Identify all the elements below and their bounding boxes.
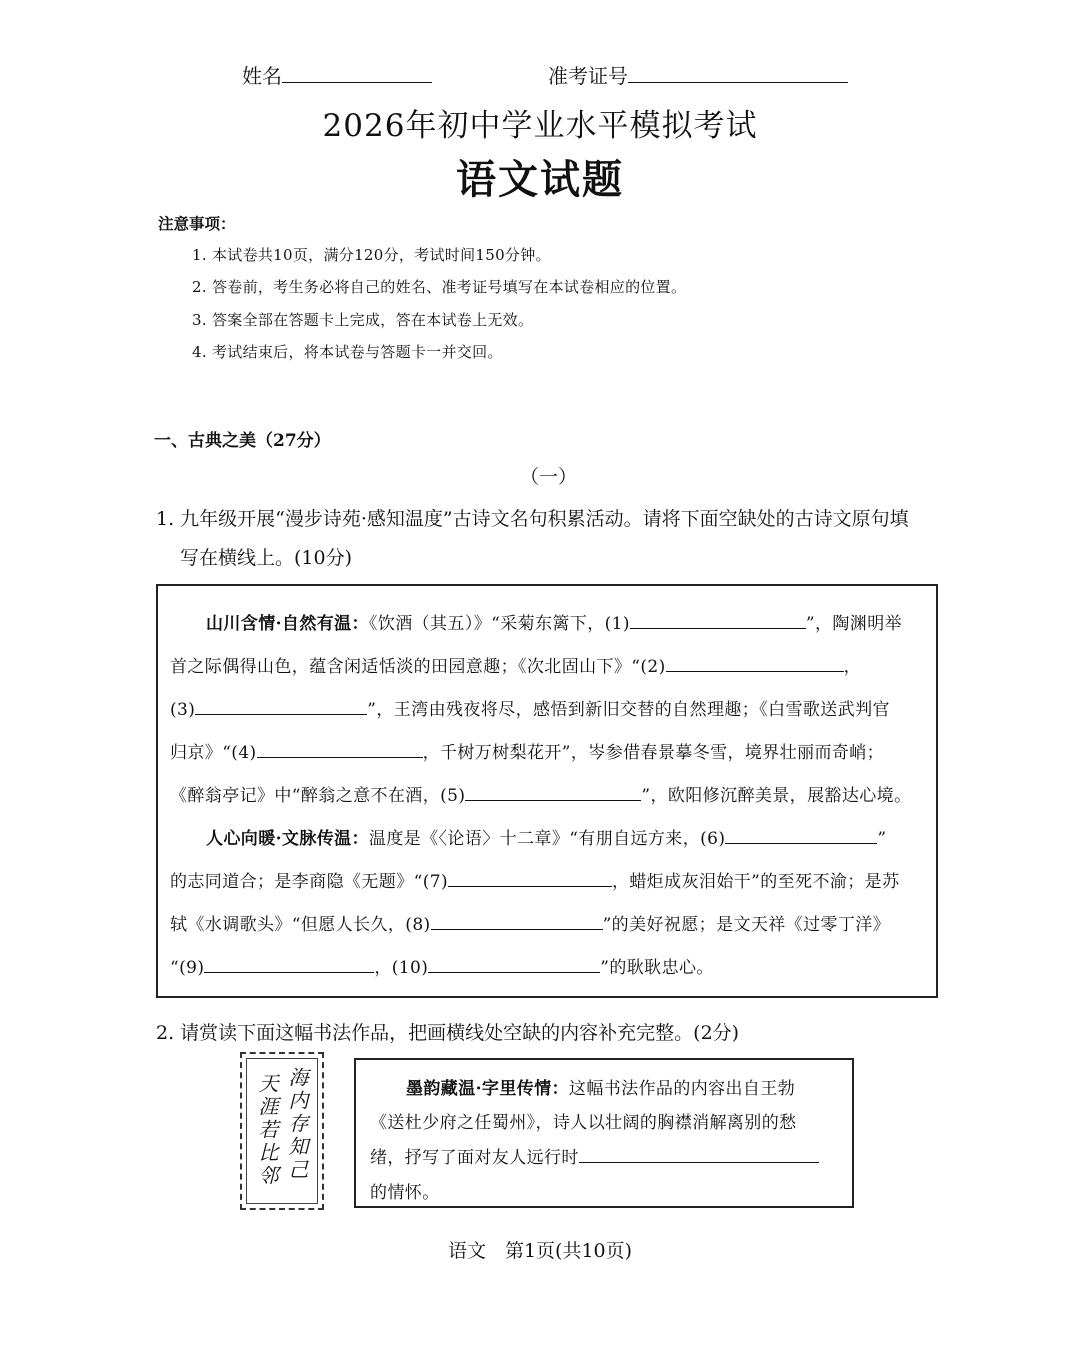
name-field[interactable] — [242, 60, 432, 89]
row-text: “(9) — [170, 958, 205, 978]
theme-heading: 墨韵藏温·字里传情： — [406, 1079, 569, 1099]
row-text: ”，陶渊明举 — [805, 614, 902, 634]
notice-item: 4. 考试结束后，将本试卷与答题卡一并交回。 — [192, 343, 503, 361]
part-label: （一） — [520, 466, 578, 488]
theme-heading: 山川含情·自然有温： — [206, 614, 369, 634]
row-text: 温度是《〈论语〉十二章》“有朋自远方来，(6) — [368, 829, 726, 849]
box-row — [406, 1074, 795, 1099]
answer-blank-4[interactable] — [257, 740, 423, 758]
row-text: ”的美好祝愿；是文天祥《过零丁洋》 — [602, 915, 891, 935]
notice-item: 1. 本试卷共10页，满分120分，考试时间150分钟。 — [192, 246, 551, 264]
box-row — [170, 652, 861, 677]
box-row — [206, 609, 902, 634]
subject-title: 语文试题 — [456, 156, 624, 203]
notice-item: 3. 答案全部在答题卡上完成，答在本试卷上无效。 — [192, 311, 534, 329]
answer-blank-2[interactable] — [666, 654, 844, 672]
box-row: 《送杜少府之任蜀州》，诗人以壮阔的胸襟消解离别的愁 — [370, 1113, 797, 1133]
calligraphy-column-left: 天涯若比邻 — [255, 1073, 279, 1188]
question-1-text: 1. 九年级开展“漫步诗苑·感知温度”古诗文名句积累活动。请将下面空缺处的古诗文原句填 — [156, 508, 909, 530]
name-label: 姓名 — [242, 64, 282, 88]
notice-heading: 注意事项： — [158, 214, 236, 233]
question-1-box — [156, 584, 938, 998]
calligraphy-artwork — [240, 1052, 324, 1210]
theme-heading: 人心向暖·文脉传温： — [206, 829, 369, 849]
row-text: 归京》“(4) — [170, 743, 257, 763]
calligraphy-column-right: 海内存知己 — [285, 1067, 309, 1182]
row-text: ， — [843, 657, 862, 677]
row-text: 的志同道合；是李商隐《无题》“(7) — [170, 872, 448, 892]
row-text: (3) — [170, 700, 196, 720]
row-text: 首之际偶得山色，蕴含闲适恬淡的田园意趣；《次北固山下》“(2) — [170, 657, 666, 677]
box-row: 的情怀。 — [370, 1183, 440, 1203]
question-2-box — [354, 1058, 854, 1208]
row-text: ” — [877, 829, 887, 849]
question-2-text: 2. 请赏读下面这幅书法作品，把画横线处空缺的内容补充完整。(2分) — [156, 1022, 740, 1044]
answer-blank-7[interactable] — [448, 869, 612, 887]
box-row — [206, 824, 887, 849]
exam-number-field[interactable] — [548, 60, 848, 89]
box-row — [170, 867, 899, 892]
answer-blank-9[interactable] — [204, 955, 374, 973]
calligraphy-frame — [246, 1058, 318, 1204]
row-text: ，(10) — [374, 958, 429, 978]
exam-number-blank[interactable] — [628, 62, 848, 83]
question-1-text-cont: 写在横线上。(10分) — [180, 547, 353, 569]
page-footer: 语文 第1页(共10页) — [447, 1240, 633, 1262]
row-text: ”，欧阳修沉醉美景，展豁达心境。 — [641, 786, 912, 806]
answer-blank-q2[interactable] — [579, 1145, 819, 1163]
row-text: ”的耿耿忠心。 — [600, 958, 714, 978]
row-text: ，千树万树梨花开”，岑参借春景摹冬雪，境界壮丽而奇峭； — [422, 743, 885, 763]
box-row — [170, 781, 911, 806]
row-text: ”，王湾由残夜将尽，感悟到新旧交替的自然理趣；《白雪歌送武判官 — [367, 700, 890, 720]
box-row — [170, 738, 884, 763]
box-row — [170, 695, 890, 720]
row-text: 绪，抒写了面对友人远行时 — [370, 1148, 579, 1168]
row-text: 轼《水调歌头》“但愿人长久，(8) — [170, 915, 431, 935]
answer-blank-5[interactable] — [465, 783, 641, 801]
answer-blank-10[interactable] — [428, 955, 600, 973]
answer-blank-1[interactable] — [630, 611, 806, 629]
exam-title: 2026年初中学业水平模拟考试 — [322, 108, 758, 144]
box-row — [170, 910, 890, 935]
notice-item: 2. 答卷前，考生务必将自己的姓名、准考证号填写在本试卷相应的位置。 — [192, 278, 687, 296]
answer-blank-6[interactable] — [725, 826, 877, 844]
row-text: 这幅书法作品的内容出自王勃 — [568, 1079, 796, 1099]
section-heading: 一、古典之美（27分） — [154, 431, 331, 451]
answer-blank-8[interactable] — [431, 912, 603, 930]
row-text: 《醉翁亭记》中“醉翁之意不在酒，(5) — [170, 786, 466, 806]
box-row — [170, 953, 714, 978]
row-text: 《饮酒（其五）》“采菊东篱下，(1) — [368, 614, 630, 634]
row-text: ，蜡炬成灰泪始干”的至死不渝；是苏 — [611, 872, 900, 892]
name-blank[interactable] — [282, 62, 432, 83]
answer-blank-3[interactable] — [195, 697, 367, 715]
exam-number-label: 准考证号 — [548, 64, 628, 88]
box-row — [370, 1143, 819, 1168]
